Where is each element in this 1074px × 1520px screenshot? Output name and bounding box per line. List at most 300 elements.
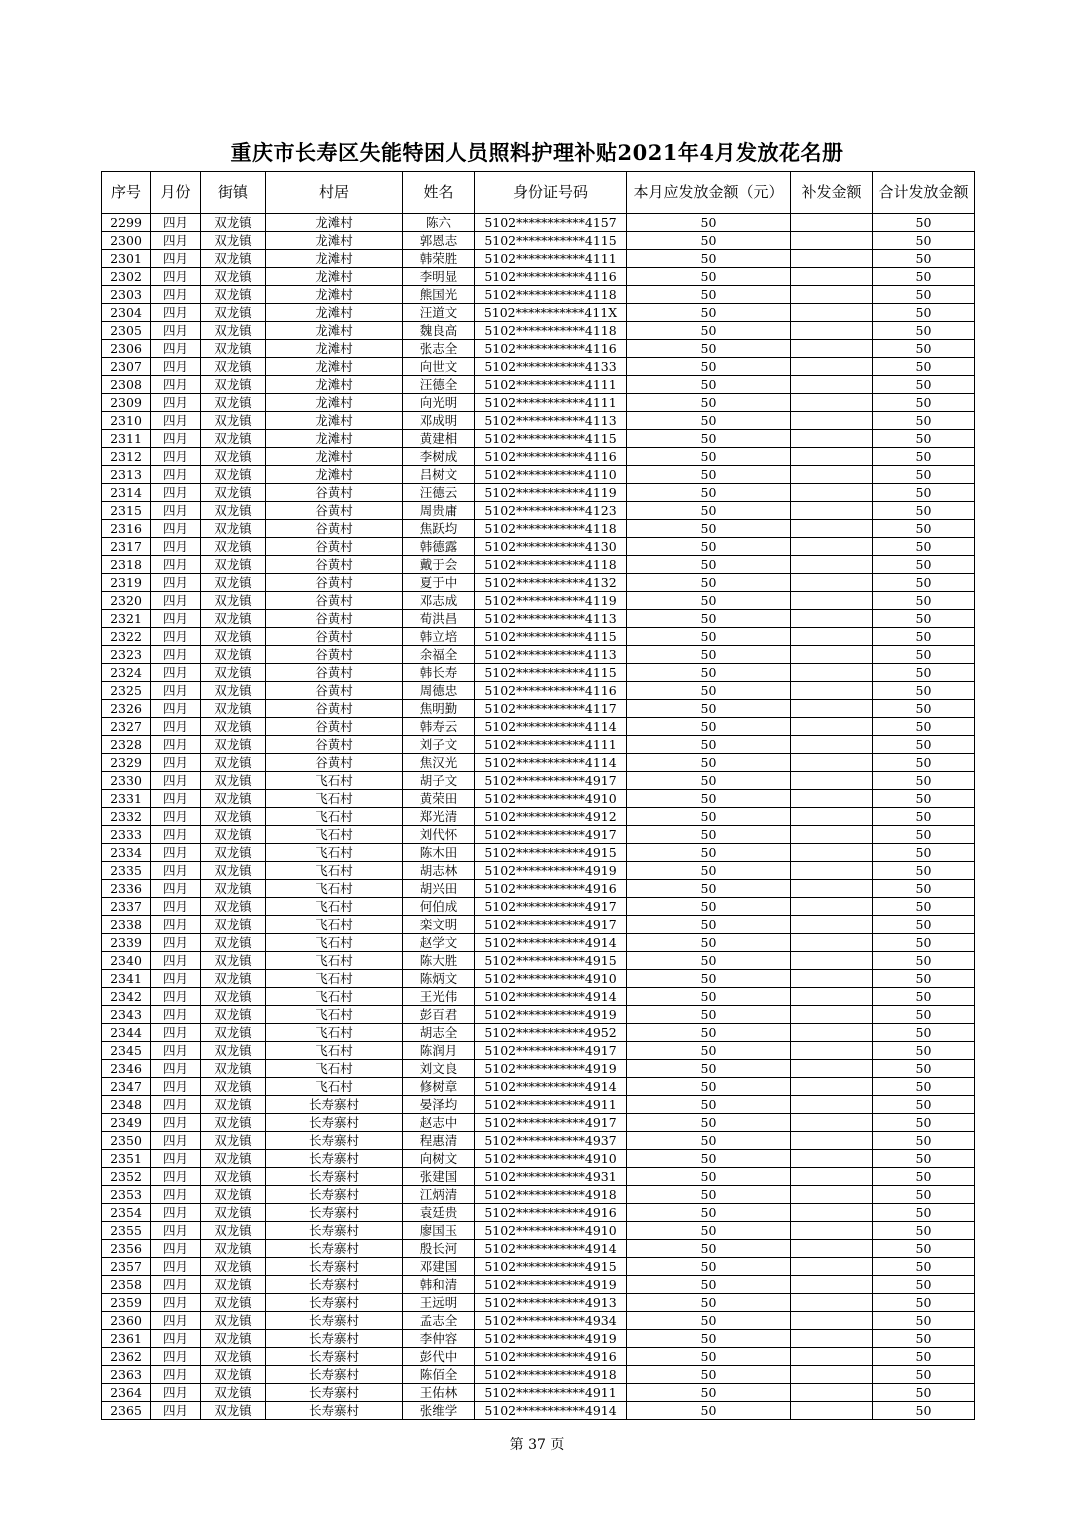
table-row (102, 1006, 975, 1024)
seq-cell: 2300 (102, 232, 151, 250)
village-cell: 长寿寨村 (266, 1366, 403, 1384)
monthly-amount-cell: 50 (627, 1006, 791, 1024)
supplement-amount-cell (791, 952, 873, 970)
id-number-cell: 5102***********4916 (475, 1348, 627, 1366)
total-amount-cell: 50 (873, 376, 975, 394)
town-cell: 双龙镇 (201, 628, 266, 646)
town-cell: 双龙镇 (201, 754, 266, 772)
total-amount-cell: 50 (873, 1024, 975, 1042)
total-amount-cell: 50 (873, 1060, 975, 1078)
town-cell: 双龙镇 (201, 1096, 266, 1114)
month-cell: 四月 (151, 916, 201, 934)
month-cell: 四月 (151, 1348, 201, 1366)
id-number-cell: 5102***********4919 (475, 862, 627, 880)
id-number-cell: 5102***********4111 (475, 250, 627, 268)
village-cell: 谷黄村 (266, 664, 403, 682)
total-amount-cell: 50 (873, 556, 975, 574)
seq-cell: 2327 (102, 718, 151, 736)
table-row (102, 394, 975, 412)
month-cell: 四月 (151, 232, 201, 250)
table-row (102, 844, 975, 862)
monthly-amount-cell: 50 (627, 1168, 791, 1186)
monthly-amount-cell: 50 (627, 1204, 791, 1222)
table-row (102, 646, 975, 664)
table-row (102, 880, 975, 898)
total-amount-cell: 50 (873, 520, 975, 538)
total-amount-cell: 50 (873, 1042, 975, 1060)
supplement-amount-cell (791, 484, 873, 502)
id-number-cell: 5102***********4111 (475, 736, 627, 754)
town-cell: 双龙镇 (201, 718, 266, 736)
seq-cell: 2312 (102, 448, 151, 466)
name-cell: 修树章 (403, 1078, 475, 1096)
header-month: 月份 (151, 172, 201, 214)
id-number-cell: 5102***********4130 (475, 538, 627, 556)
seq-cell: 2303 (102, 286, 151, 304)
town-cell: 双龙镇 (201, 556, 266, 574)
supplement-amount-cell (791, 1006, 873, 1024)
town-cell: 双龙镇 (201, 736, 266, 754)
monthly-amount-cell: 50 (627, 520, 791, 538)
name-cell: 韩荣胜 (403, 250, 475, 268)
village-cell: 长寿寨村 (266, 1150, 403, 1168)
supplement-amount-cell (791, 610, 873, 628)
month-cell: 四月 (151, 826, 201, 844)
monthly-amount-cell: 50 (627, 1384, 791, 1402)
village-cell: 谷黄村 (266, 592, 403, 610)
id-number-cell: 5102***********4115 (475, 628, 627, 646)
village-cell: 龙滩村 (266, 466, 403, 484)
town-cell: 双龙镇 (201, 682, 266, 700)
total-amount-cell: 50 (873, 772, 975, 790)
village-cell: 长寿寨村 (266, 1330, 403, 1348)
table-row (102, 592, 975, 610)
seq-cell: 2324 (102, 664, 151, 682)
total-amount-cell: 50 (873, 1114, 975, 1132)
total-amount-cell: 50 (873, 1402, 975, 1420)
name-cell: 黄荣田 (403, 790, 475, 808)
supplement-amount-cell (791, 1060, 873, 1078)
month-cell: 四月 (151, 1276, 201, 1294)
supplement-amount-cell (791, 646, 873, 664)
total-amount-cell: 50 (873, 898, 975, 916)
town-cell: 双龙镇 (201, 898, 266, 916)
village-cell: 龙滩村 (266, 376, 403, 394)
town-cell: 双龙镇 (201, 934, 266, 952)
total-amount-cell: 50 (873, 826, 975, 844)
table-header-row (102, 172, 975, 214)
name-cell: 韩德露 (403, 538, 475, 556)
seq-cell: 2355 (102, 1222, 151, 1240)
town-cell: 双龙镇 (201, 1060, 266, 1078)
supplement-amount-cell (791, 448, 873, 466)
total-amount-cell: 50 (873, 394, 975, 412)
id-number-cell: 5102***********4116 (475, 448, 627, 466)
total-amount-cell: 50 (873, 592, 975, 610)
name-cell: 周贵庸 (403, 502, 475, 520)
month-cell: 四月 (151, 214, 201, 232)
id-number-cell: 5102***********4115 (475, 430, 627, 448)
town-cell: 双龙镇 (201, 1186, 266, 1204)
monthly-amount-cell: 50 (627, 1294, 791, 1312)
monthly-amount-cell: 50 (627, 988, 791, 1006)
total-amount-cell: 50 (873, 232, 975, 250)
seq-cell: 2362 (102, 1348, 151, 1366)
supplement-amount-cell (791, 898, 873, 916)
table-row (102, 1348, 975, 1366)
id-number-cell: 5102***********4111 (475, 394, 627, 412)
table-row (102, 1384, 975, 1402)
village-cell: 龙滩村 (266, 286, 403, 304)
monthly-amount-cell: 50 (627, 232, 791, 250)
id-number-cell: 5102***********4910 (475, 970, 627, 988)
seq-cell: 2344 (102, 1024, 151, 1042)
supplement-amount-cell (791, 322, 873, 340)
table-row (102, 1312, 975, 1330)
town-cell: 双龙镇 (201, 646, 266, 664)
id-number-cell: 5102***********4952 (475, 1024, 627, 1042)
total-amount-cell: 50 (873, 970, 975, 988)
monthly-amount-cell: 50 (627, 880, 791, 898)
total-amount-cell: 50 (873, 952, 975, 970)
table-row (102, 538, 975, 556)
name-cell: 胡志全 (403, 1024, 475, 1042)
supplement-amount-cell (791, 1294, 873, 1312)
seq-cell: 2342 (102, 988, 151, 1006)
name-cell: 张建国 (403, 1168, 475, 1186)
seq-cell: 2340 (102, 952, 151, 970)
name-cell: 焦跃均 (403, 520, 475, 538)
supplement-amount-cell (791, 718, 873, 736)
month-cell: 四月 (151, 1366, 201, 1384)
month-cell: 四月 (151, 340, 201, 358)
supplement-amount-cell (791, 1384, 873, 1402)
name-cell: 陈炳文 (403, 970, 475, 988)
seq-cell: 2333 (102, 826, 151, 844)
monthly-amount-cell: 50 (627, 736, 791, 754)
town-cell: 双龙镇 (201, 862, 266, 880)
supplement-amount-cell (791, 592, 873, 610)
total-amount-cell: 50 (873, 880, 975, 898)
supplement-amount-cell (791, 772, 873, 790)
name-cell: 黄建相 (403, 430, 475, 448)
town-cell: 双龙镇 (201, 1024, 266, 1042)
name-cell: 韩和清 (403, 1276, 475, 1294)
town-cell: 双龙镇 (201, 376, 266, 394)
name-cell: 周德忠 (403, 682, 475, 700)
monthly-amount-cell: 50 (627, 646, 791, 664)
total-amount-cell: 50 (873, 268, 975, 286)
monthly-amount-cell: 50 (627, 844, 791, 862)
town-cell: 双龙镇 (201, 1240, 266, 1258)
seq-cell: 2301 (102, 250, 151, 268)
month-cell: 四月 (151, 1096, 201, 1114)
id-number-cell: 5102***********4919 (475, 1276, 627, 1294)
roster-table (101, 171, 975, 1420)
total-amount-cell: 50 (873, 1186, 975, 1204)
total-amount-cell: 50 (873, 736, 975, 754)
table-row (102, 214, 975, 232)
village-cell: 龙滩村 (266, 214, 403, 232)
table-row (102, 1060, 975, 1078)
month-cell: 四月 (151, 268, 201, 286)
id-number-cell: 5102***********4123 (475, 502, 627, 520)
supplement-amount-cell (791, 664, 873, 682)
town-cell: 双龙镇 (201, 1276, 266, 1294)
id-number-cell: 5102***********4118 (475, 556, 627, 574)
monthly-amount-cell: 50 (627, 682, 791, 700)
month-cell: 四月 (151, 1204, 201, 1222)
header-seq: 序号 (102, 172, 151, 214)
id-number-cell: 5102***********4910 (475, 1222, 627, 1240)
total-amount-cell: 50 (873, 322, 975, 340)
name-cell: 戴于会 (403, 556, 475, 574)
seq-cell: 2310 (102, 412, 151, 430)
table-row (102, 1402, 975, 1420)
total-amount-cell: 50 (873, 700, 975, 718)
village-cell: 龙滩村 (266, 448, 403, 466)
town-cell: 双龙镇 (201, 844, 266, 862)
village-cell: 谷黄村 (266, 610, 403, 628)
seq-cell: 2317 (102, 538, 151, 556)
table-row (102, 1078, 975, 1096)
supplement-amount-cell (791, 556, 873, 574)
total-amount-cell: 50 (873, 1276, 975, 1294)
town-cell: 双龙镇 (201, 340, 266, 358)
name-cell: 栾文明 (403, 916, 475, 934)
monthly-amount-cell: 50 (627, 430, 791, 448)
seq-cell: 2363 (102, 1366, 151, 1384)
table-row (102, 664, 975, 682)
table-row (102, 484, 975, 502)
month-cell: 四月 (151, 772, 201, 790)
village-cell: 飞石村 (266, 1078, 403, 1096)
monthly-amount-cell: 50 (627, 1240, 791, 1258)
month-cell: 四月 (151, 1258, 201, 1276)
id-number-cell: 5102***********4116 (475, 682, 627, 700)
supplement-amount-cell (791, 880, 873, 898)
total-amount-cell: 50 (873, 664, 975, 682)
month-cell: 四月 (151, 1150, 201, 1168)
monthly-amount-cell: 50 (627, 628, 791, 646)
name-cell: 张志全 (403, 340, 475, 358)
supplement-amount-cell (791, 1096, 873, 1114)
month-cell: 四月 (151, 304, 201, 322)
month-cell: 四月 (151, 1078, 201, 1096)
name-cell: 刘代怀 (403, 826, 475, 844)
village-cell: 谷黄村 (266, 538, 403, 556)
seq-cell: 2356 (102, 1240, 151, 1258)
id-number-cell: 5102***********4916 (475, 880, 627, 898)
month-cell: 四月 (151, 790, 201, 808)
village-cell: 长寿寨村 (266, 1348, 403, 1366)
month-cell: 四月 (151, 520, 201, 538)
total-amount-cell: 50 (873, 1168, 975, 1186)
id-number-cell: 5102***********4157 (475, 214, 627, 232)
village-cell: 长寿寨村 (266, 1402, 403, 1420)
town-cell: 双龙镇 (201, 214, 266, 232)
table-row (102, 1204, 975, 1222)
seq-cell: 2361 (102, 1330, 151, 1348)
month-cell: 四月 (151, 592, 201, 610)
town-cell: 双龙镇 (201, 592, 266, 610)
supplement-amount-cell (791, 754, 873, 772)
table-row (102, 1222, 975, 1240)
id-number-cell: 5102***********4914 (475, 988, 627, 1006)
monthly-amount-cell: 50 (627, 664, 791, 682)
supplement-amount-cell (791, 682, 873, 700)
table-row (102, 520, 975, 538)
monthly-amount-cell: 50 (627, 790, 791, 808)
seq-cell: 2307 (102, 358, 151, 376)
town-cell: 双龙镇 (201, 664, 266, 682)
village-cell: 飞石村 (266, 934, 403, 952)
month-cell: 四月 (151, 1186, 201, 1204)
table-row (102, 952, 975, 970)
total-amount-cell: 50 (873, 628, 975, 646)
name-cell: 韩长寿 (403, 664, 475, 682)
table-row (102, 304, 975, 322)
name-cell: 荀洪昌 (403, 610, 475, 628)
total-amount-cell: 50 (873, 988, 975, 1006)
id-number-cell: 5102***********4113 (475, 646, 627, 664)
month-cell: 四月 (151, 556, 201, 574)
id-number-cell: 5102***********4917 (475, 898, 627, 916)
name-cell: 胡志林 (403, 862, 475, 880)
town-cell: 双龙镇 (201, 1204, 266, 1222)
seq-cell: 2354 (102, 1204, 151, 1222)
id-number-cell: 5102***********4133 (475, 358, 627, 376)
name-cell: 汪道文 (403, 304, 475, 322)
monthly-amount-cell: 50 (627, 322, 791, 340)
supplement-amount-cell (791, 808, 873, 826)
village-cell: 飞石村 (266, 1006, 403, 1024)
table-row (102, 1042, 975, 1060)
header-name: 姓名 (403, 172, 475, 214)
seq-cell: 2359 (102, 1294, 151, 1312)
supplement-amount-cell (791, 1078, 873, 1096)
id-number-cell: 5102***********4115 (475, 232, 627, 250)
seq-cell: 2306 (102, 340, 151, 358)
month-cell: 四月 (151, 952, 201, 970)
monthly-amount-cell: 50 (627, 214, 791, 232)
village-cell: 长寿寨村 (266, 1132, 403, 1150)
id-number-cell: 5102***********4119 (475, 592, 627, 610)
table-row (102, 898, 975, 916)
village-cell: 飞石村 (266, 1060, 403, 1078)
month-cell: 四月 (151, 970, 201, 988)
table-row (102, 682, 975, 700)
total-amount-cell: 50 (873, 754, 975, 772)
table-row (102, 250, 975, 268)
id-number-cell: 5102***********4910 (475, 790, 627, 808)
seq-cell: 2316 (102, 520, 151, 538)
total-amount-cell: 50 (873, 916, 975, 934)
total-amount-cell: 50 (873, 1006, 975, 1024)
name-cell: 吕树文 (403, 466, 475, 484)
month-cell: 四月 (151, 1132, 201, 1150)
monthly-amount-cell: 50 (627, 412, 791, 430)
total-amount-cell: 50 (873, 1078, 975, 1096)
town-cell: 双龙镇 (201, 574, 266, 592)
month-cell: 四月 (151, 502, 201, 520)
village-cell: 龙滩村 (266, 412, 403, 430)
town-cell: 双龙镇 (201, 1348, 266, 1366)
seq-cell: 2305 (102, 322, 151, 340)
name-cell: 孟志全 (403, 1312, 475, 1330)
name-cell: 陈润月 (403, 1042, 475, 1060)
monthly-amount-cell: 50 (627, 898, 791, 916)
supplement-amount-cell (791, 916, 873, 934)
total-amount-cell: 50 (873, 1366, 975, 1384)
name-cell: 王光伟 (403, 988, 475, 1006)
village-cell: 谷黄村 (266, 754, 403, 772)
table-row (102, 988, 975, 1006)
town-cell: 双龙镇 (201, 466, 266, 484)
name-cell: 焦汉光 (403, 754, 475, 772)
town-cell: 双龙镇 (201, 808, 266, 826)
monthly-amount-cell: 50 (627, 1078, 791, 1096)
total-amount-cell: 50 (873, 466, 975, 484)
supplement-amount-cell (791, 844, 873, 862)
table-row (102, 1168, 975, 1186)
total-amount-cell: 50 (873, 1132, 975, 1150)
name-cell: 陈六 (403, 214, 475, 232)
month-cell: 四月 (151, 610, 201, 628)
village-cell: 谷黄村 (266, 736, 403, 754)
id-number-cell: 5102***********4914 (475, 934, 627, 952)
header-village: 村居 (266, 172, 403, 214)
month-cell: 四月 (151, 682, 201, 700)
month-cell: 四月 (151, 1384, 201, 1402)
id-number-cell: 5102***********4118 (475, 286, 627, 304)
town-cell: 双龙镇 (201, 790, 266, 808)
total-amount-cell: 50 (873, 304, 975, 322)
month-cell: 四月 (151, 646, 201, 664)
total-amount-cell: 50 (873, 448, 975, 466)
seq-cell: 2358 (102, 1276, 151, 1294)
monthly-amount-cell: 50 (627, 502, 791, 520)
seq-cell: 2323 (102, 646, 151, 664)
total-amount-cell: 50 (873, 484, 975, 502)
table-row (102, 916, 975, 934)
table-row (102, 232, 975, 250)
town-cell: 双龙镇 (201, 1222, 266, 1240)
seq-cell: 2360 (102, 1312, 151, 1330)
supplement-amount-cell (791, 1312, 873, 1330)
name-cell: 刘子文 (403, 736, 475, 754)
town-cell: 双龙镇 (201, 232, 266, 250)
month-cell: 四月 (151, 1330, 201, 1348)
seq-cell: 2329 (102, 754, 151, 772)
month-cell: 四月 (151, 484, 201, 502)
supplement-amount-cell (791, 394, 873, 412)
table-row (102, 1132, 975, 1150)
town-cell: 双龙镇 (201, 610, 266, 628)
seq-cell: 2322 (102, 628, 151, 646)
total-amount-cell: 50 (873, 412, 975, 430)
seq-cell: 2346 (102, 1060, 151, 1078)
id-number-cell: 5102***********4912 (475, 808, 627, 826)
table-row (102, 1096, 975, 1114)
seq-cell: 2319 (102, 574, 151, 592)
supplement-amount-cell (791, 988, 873, 1006)
village-cell: 谷黄村 (266, 718, 403, 736)
town-cell: 双龙镇 (201, 1078, 266, 1096)
monthly-amount-cell: 50 (627, 286, 791, 304)
monthly-amount-cell: 50 (627, 970, 791, 988)
table-row (102, 286, 975, 304)
